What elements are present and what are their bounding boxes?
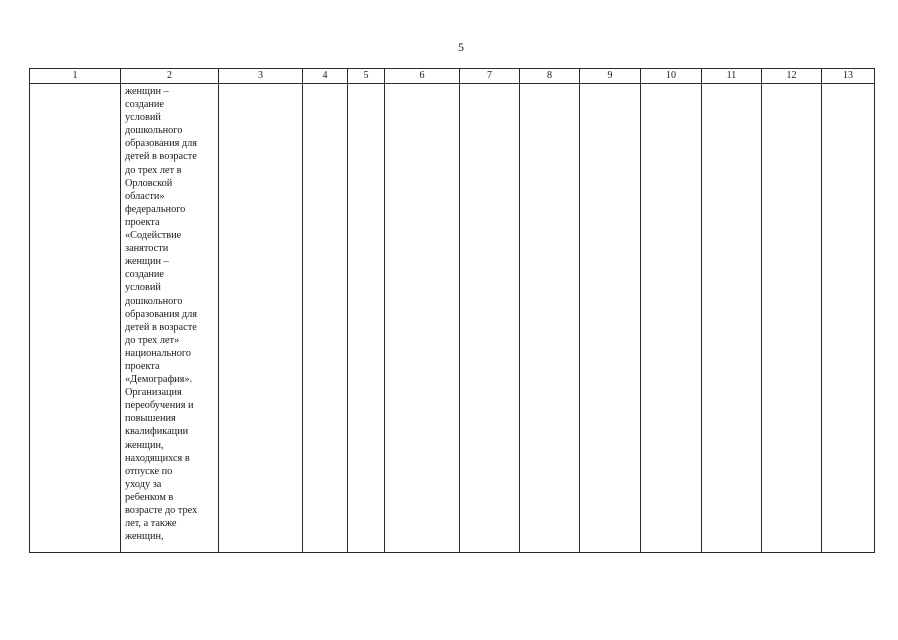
cell-text-line: дошкольного [125, 295, 183, 307]
cell-col-2-text [121, 84, 218, 543]
cell-text-line: проекта [125, 360, 160, 372]
cell-text-line: возрасте до трех [125, 505, 198, 516]
cell-text-line: Орловской [125, 177, 173, 189]
cell-col-12 [762, 84, 822, 553]
cell-text-line: переобучения и [125, 400, 194, 412]
column-header-8: 8 [520, 69, 580, 84]
cell-col-9 [580, 84, 641, 553]
cell-col-4 [303, 84, 348, 553]
table-row [30, 84, 875, 553]
cell-text-line: находящихся в [125, 452, 190, 464]
column-header-1: 1 [30, 69, 121, 84]
cell-text-line: до трех лет» [125, 334, 180, 346]
cell-text-line: создание [125, 99, 165, 111]
cell-col-6 [385, 84, 460, 553]
cell-text-line: проекта [125, 216, 160, 228]
cell-text-line: отпуске по [125, 465, 173, 477]
cell-text-line: повышения [125, 413, 176, 425]
cell-text-line: женщин, [125, 531, 164, 543]
column-header-2: 2 [121, 69, 219, 84]
cell-text-line: женщин, [125, 439, 164, 451]
cell-col-10 [641, 84, 702, 553]
cell-col-13 [822, 84, 875, 553]
cell-col-11 [702, 84, 762, 553]
cell-text-line: создание [125, 269, 165, 281]
cell-col-7 [460, 84, 520, 553]
cell-col-2 [121, 84, 219, 553]
page-number: 5 [458, 40, 464, 54]
cell-text-line: национального [125, 347, 192, 359]
cell-text-line: детей в возрасте [125, 151, 197, 163]
cell-text-line: квалификации [125, 426, 189, 438]
cell-text-line: Организация [125, 387, 182, 399]
column-header-9: 9 [580, 69, 641, 84]
cell-text-line: лет, а также [125, 518, 177, 530]
cell-text-line: до трех лет в [125, 164, 182, 176]
cell-col-8 [520, 84, 580, 553]
cell-text-line: условий [125, 112, 161, 124]
cell-text-line: дошкольного [125, 125, 183, 137]
cell-text-line: детей в возрасте [125, 321, 197, 333]
column-header-3: 3 [219, 69, 303, 84]
cell-col-3 [219, 84, 303, 553]
cell-text-line: области» [125, 190, 165, 202]
column-header-6: 6 [385, 69, 460, 84]
cell-text-line: «Демография». [125, 374, 193, 386]
column-header-4: 4 [303, 69, 348, 84]
cell-col-5 [348, 84, 385, 553]
column-header-11: 11 [702, 69, 762, 84]
cell-text-line: образования для [125, 138, 198, 150]
cell-text-line: занятости [125, 243, 169, 255]
cell-text-line: ребенком в [125, 491, 174, 503]
cell-col-1 [30, 84, 121, 553]
cell-text-line: «Содействие [125, 230, 182, 242]
column-header-13: 13 [822, 69, 875, 84]
cell-text-line: женщин – [125, 256, 169, 268]
column-header-5: 5 [348, 69, 385, 84]
cell-text-line: образования для [125, 308, 198, 320]
column-header-10: 10 [641, 69, 702, 84]
cell-text-line: женщин – [125, 86, 169, 97]
column-header-12: 12 [762, 69, 822, 84]
cell-text-line: уходу за [125, 478, 162, 490]
column-header-7: 7 [460, 69, 520, 84]
column-number-row [30, 69, 875, 84]
data-table [29, 68, 875, 553]
cell-text-line: условий [125, 282, 161, 294]
cell-text-line: федерального [125, 203, 186, 215]
